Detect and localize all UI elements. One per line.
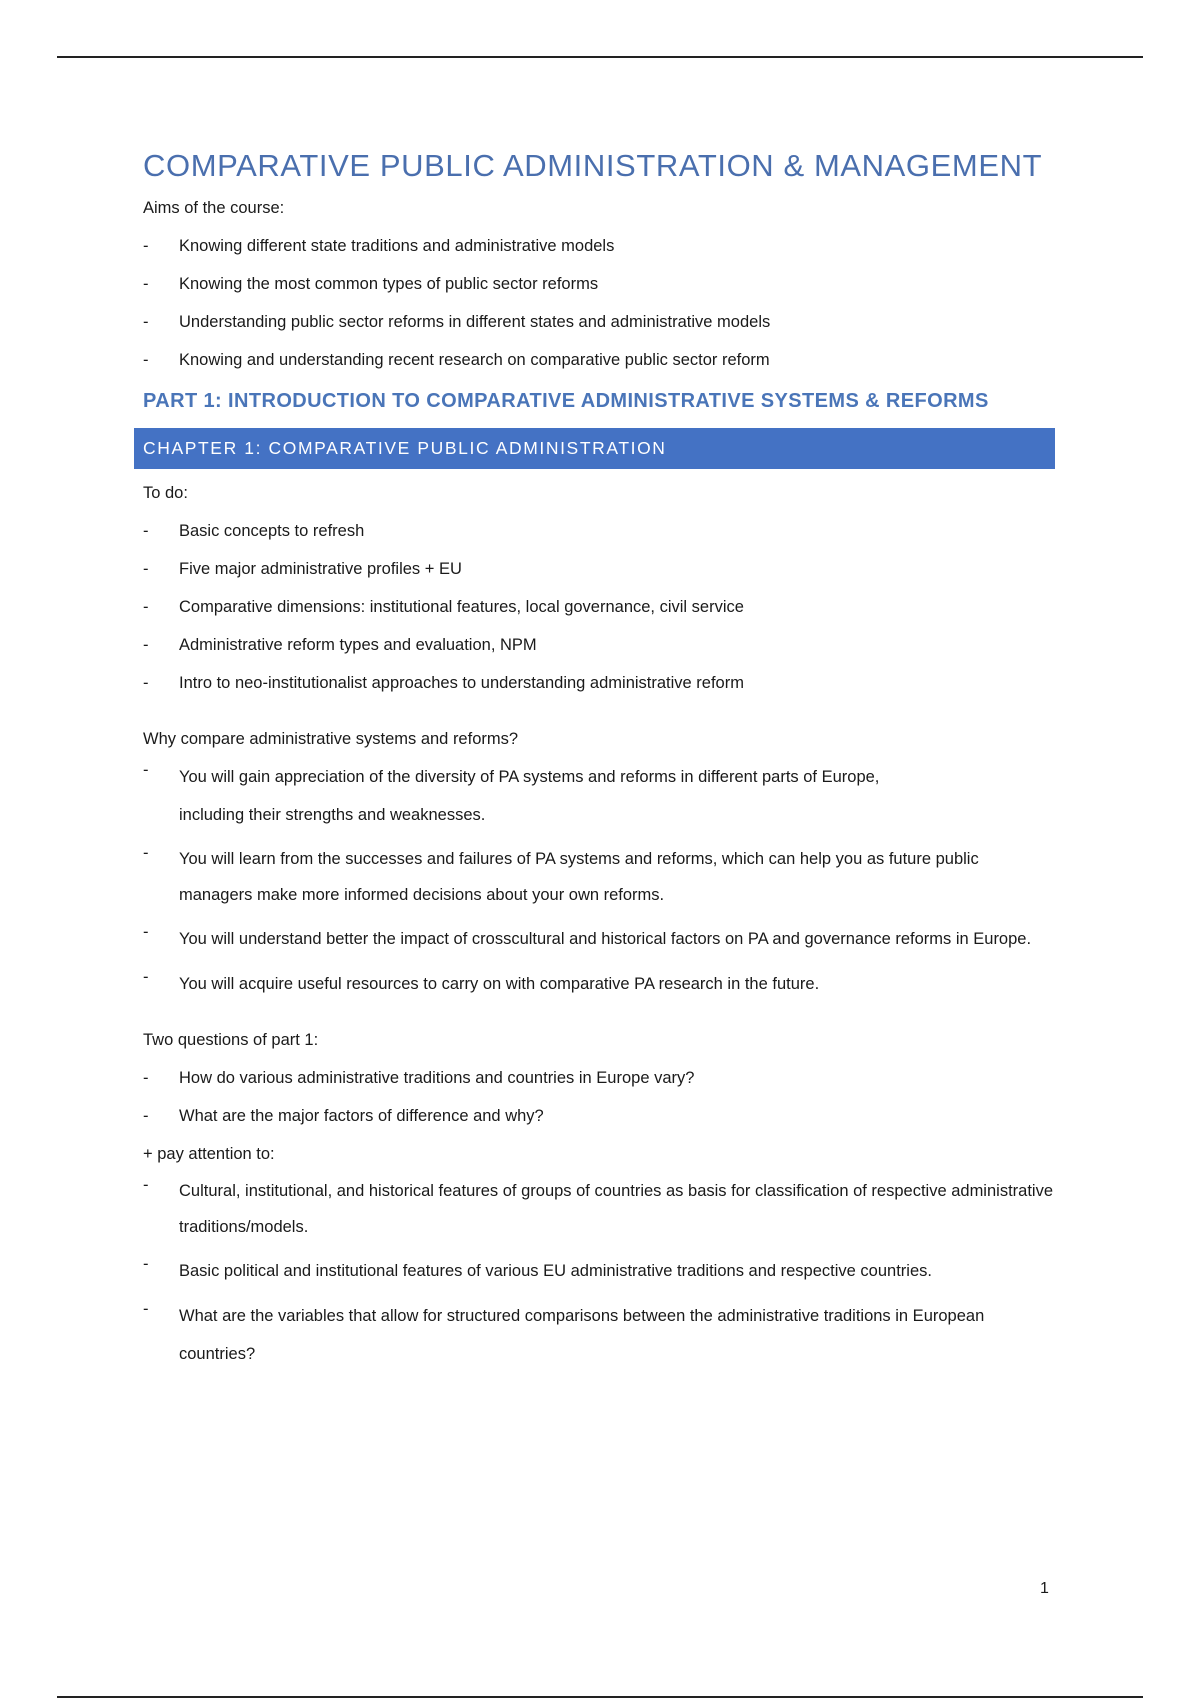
list-item: - Knowing different state traditions and administrative models <box>143 237 615 255</box>
questions-list <box>143 1066 1063 1128</box>
chapter-heading: CHAPTER 1: COMPARATIVE PUBLIC ADMINISTRATION <box>134 428 1055 469</box>
why-label: Why compare administrative systems and reforms? <box>143 730 519 748</box>
list-item: - Understanding public sector reforms in different states and administrative models <box>143 313 771 331</box>
list-item: - You will acquire useful resources to carry on with comparative PA research in the future. <box>143 968 820 993</box>
list-item: - Knowing the most common types of public sector reforms <box>143 275 599 293</box>
list-item: - Basic concepts to refresh <box>143 522 365 540</box>
part-heading: PART 1: INTRODUCTION TO COMPARATIVE ADMINISTRATIVE SYSTEMS & REFORMS <box>143 390 989 412</box>
list-item: - What are the variables that allow for structured comparisons between the administrative traditions in European countries? <box>143 1300 985 1363</box>
list-item: - Intro to neo-institutionalist approaches to understanding administrative reform <box>143 674 744 692</box>
list-item: - Cultural, institutional, and historical features of groups of countries as basis for classification of respective administrative traditions/models. <box>143 1176 1054 1236</box>
document-title: COMPARATIVE PUBLIC ADMINISTRATION & MANAGEMENT <box>143 148 1043 183</box>
list-item: - You will learn from the successes and failures of PA systems and reforms, which can help you as future public managers make more informed decisions about your own reforms. <box>143 844 979 904</box>
page-top-rule <box>57 56 1143 58</box>
attention-label: + pay attention to: <box>143 1145 275 1163</box>
list-item: - How do various administrative traditions and countries in Europe vary? <box>143 1069 695 1087</box>
list-item: - Administrative reform types and evaluation, NPM <box>143 636 537 654</box>
page-bottom-rule <box>57 1696 1143 1698</box>
page-content <box>143 146 1063 1366</box>
list-item: - Basic political and institutional features of various EU administrative traditions and respective countries. <box>143 1255 932 1280</box>
why-list <box>143 758 1063 1003</box>
todo-label: To do: <box>143 484 188 502</box>
list-item: - Knowing and understanding recent research on comparative public sector reform <box>143 351 770 369</box>
list-item: - Five major administrative profiles + EU <box>143 560 462 578</box>
list-item: - What are the major factors of difference and why? <box>143 1107 544 1125</box>
aims-list <box>143 234 1063 372</box>
list-item: - You will gain appreciation of the diversity of PA systems and reforms in different parts of Europe, including their strengths and weaknesses. <box>143 761 880 824</box>
aims-label: Aims of the course: <box>143 199 285 217</box>
page-number: 1 <box>1040 1580 1049 1597</box>
list-item: - Comparative dimensions: institutional features, local governance, civil service <box>143 598 744 616</box>
questions-label: Two questions of part 1: <box>143 1031 319 1049</box>
todo-list <box>143 519 1063 695</box>
attention-list <box>143 1173 1063 1373</box>
list-item: - You will understand better the impact of crosscultural and historical factors on PA and governance reforms in Europe. <box>143 923 1032 948</box>
